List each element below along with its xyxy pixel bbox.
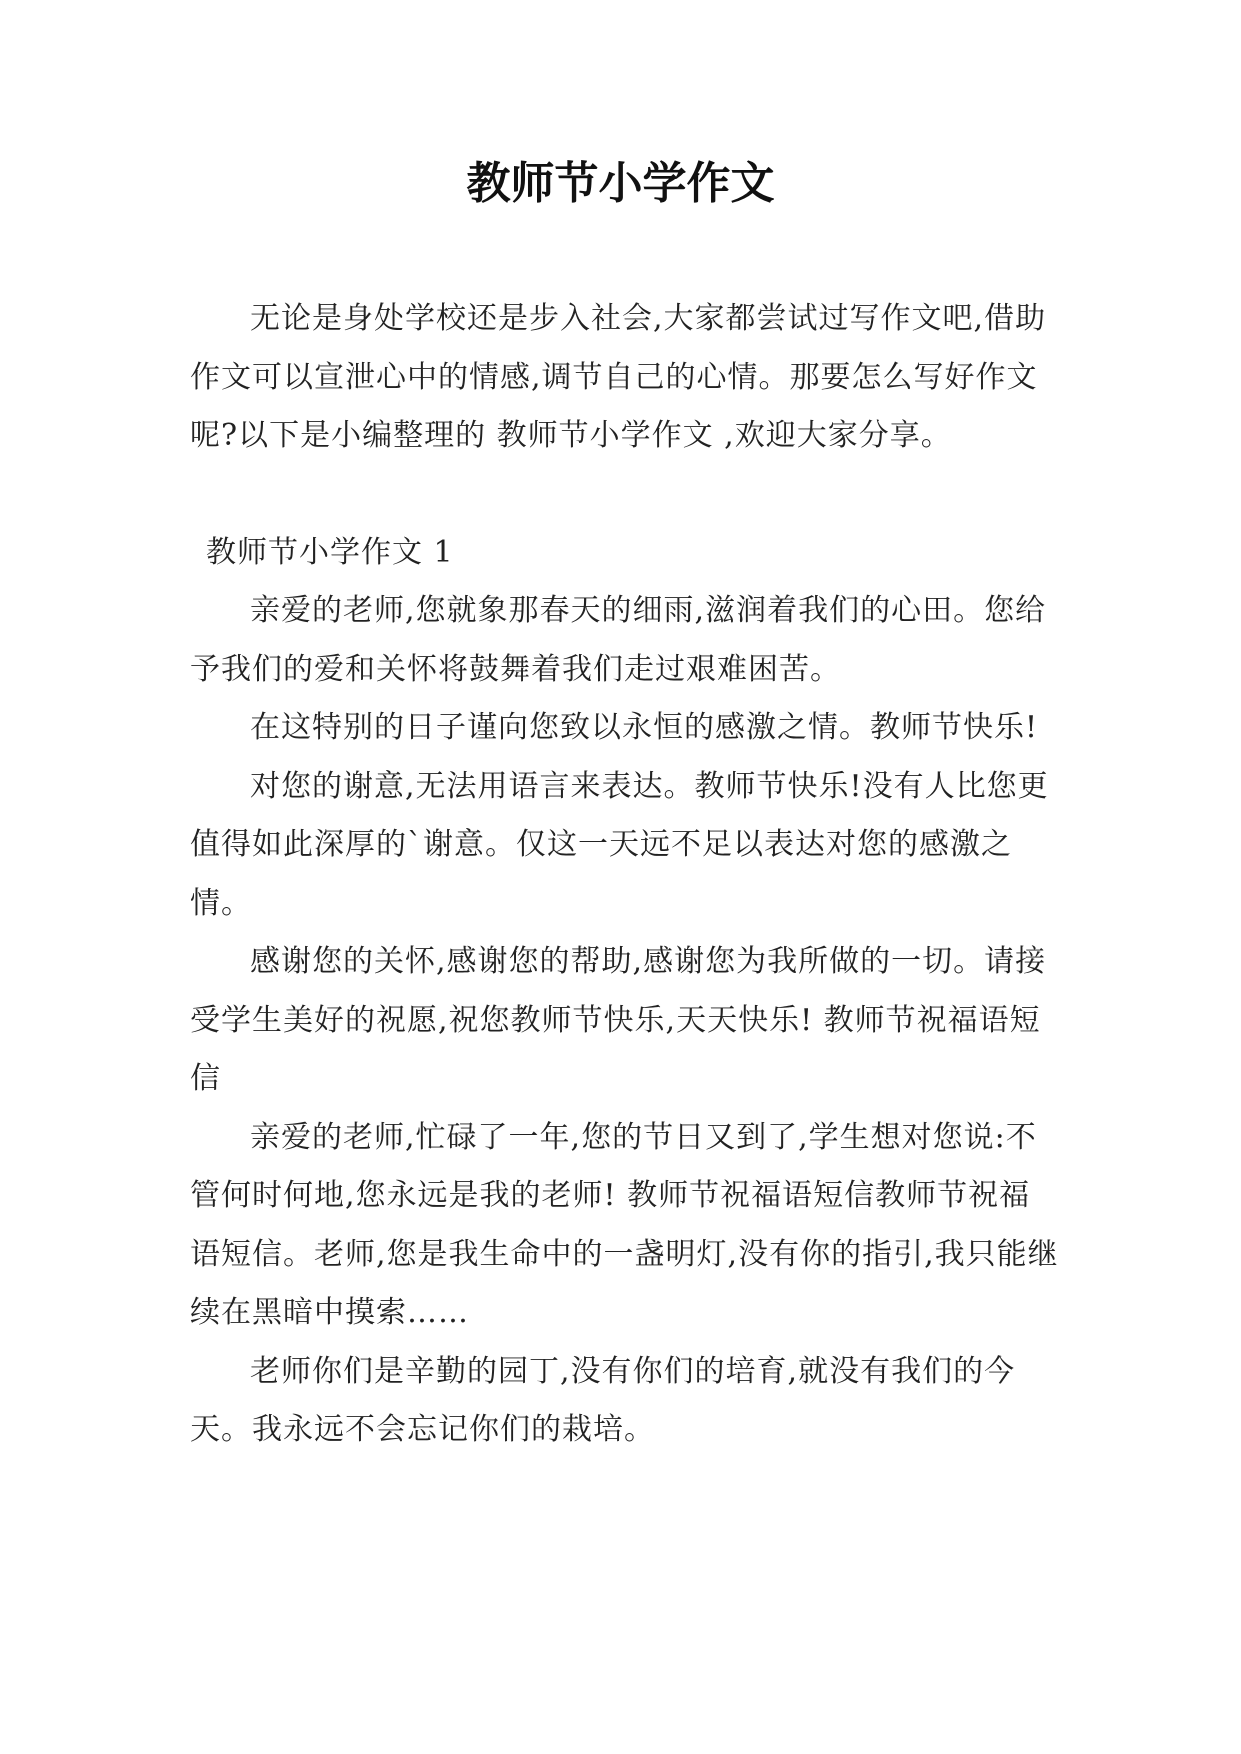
document-body [190,290,1060,1460]
section-heading: 教师节小学作文 1 [206,534,454,570]
intro-paragraph: 无论是身处学校还是步入社会,大家都尝试过写作文吧,借助作文可以宣泄心中的情感,调节自己的心情。那要怎么写好作文呢?以下是小编整理的 教师节小学作文 ,欢迎大家分享。 [190,301,1047,453]
paragraph-2: 在这特别的日子谨向您致以永恒的感激之情。教师节快乐! [250,710,1039,745]
paragraph-5: 亲爱的老师,忙碌了一年,您的节日又到了,学生想对您说:不管何时何地,您永远是我的老师! 教师节祝福语短信教师节祝福语短信。老师,您是我生命中的一盏明灯,没有你的指引,我只能继续在黑暗中摸索…… [190,1119,1059,1330]
paragraph-1: 亲爱的老师,您就象那春天的细雨,滋润着我们的心田。您给予我们的爱和关怀将鼓舞着我们走过艰难困苦。 [190,593,1047,687]
paragraph-4: 感谢您的关怀,感谢您的帮助,感谢您为我所做的一切。请接受学生美好的祝愿,祝您教师节快乐,天天快乐! 教师节祝福语短信 [190,944,1047,1096]
paragraph-6: 老师你们是辛勤的园丁,没有你们的培育,就没有我们的今天。我永远不会忘记你们的栽培。 [190,1353,1016,1447]
paragraph-3: 对您的谢意,无法用语言来表达。教师节快乐!没有人比您更值得如此深厚的`谢意。仅这一天远不足以表达对您的感激之情。 [190,768,1049,921]
document-title: 教师节小学作文 [466,158,775,209]
